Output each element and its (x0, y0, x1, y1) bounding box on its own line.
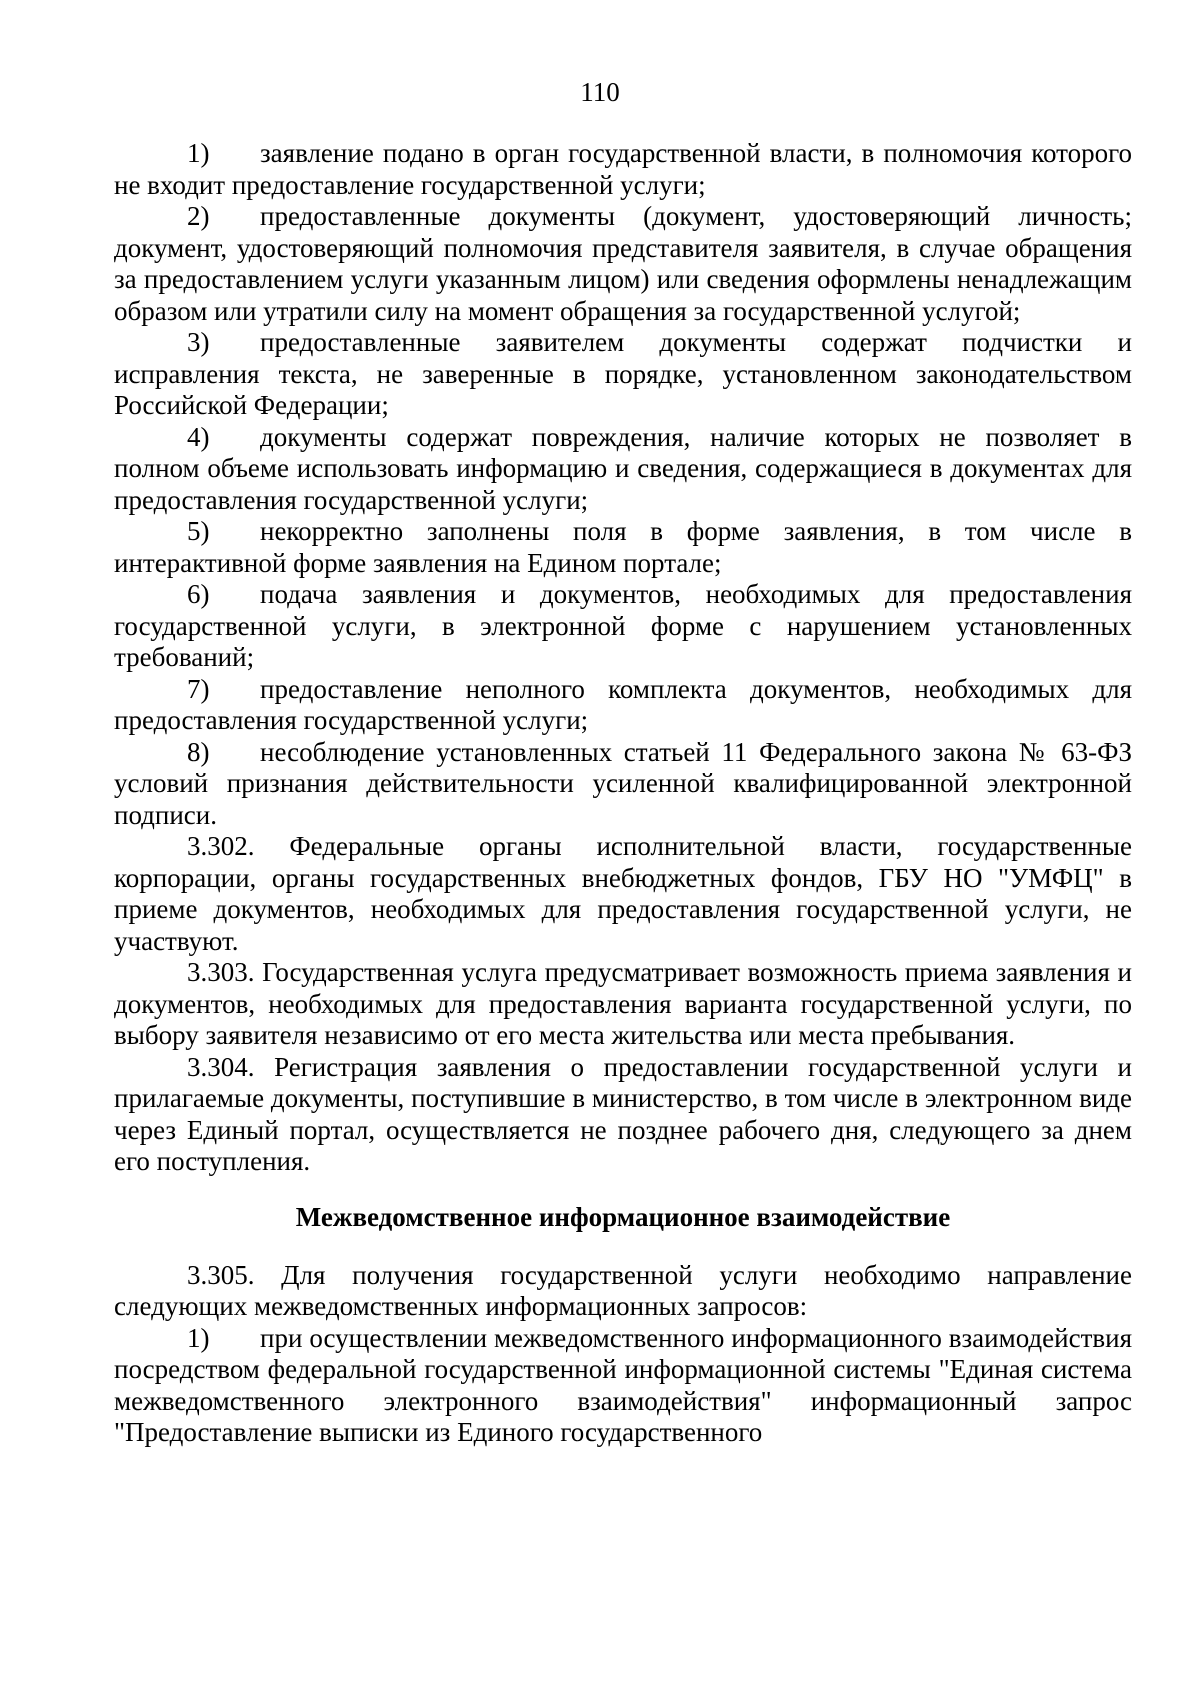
list-item-text: предоставление неполного комплекта документов, необходимых для предоставления государственной услуги; (114, 673, 1132, 735)
list-item-number: 4) (187, 421, 210, 452)
list-item-number: 5) (187, 516, 210, 546)
list-item-text: подача заявления и документов, необходимых для предоставления государственной услуги, в электронной форме с нарушением установленных требований; (114, 579, 1132, 672)
list-item (114, 201, 1132, 327)
clause-3-304: 3.304. Регистрация заявления о предоставлении государственной услуги и прилагаемые документы, поступившие в министерство, в том числе в электронном виде через Единый портал, осуществляется не позднее рабочего дня, следующего за днем его поступления. (114, 1051, 1132, 1176)
list-item-number: 2) (187, 201, 210, 231)
clause-3-302: 3.302. Федеральные органы исполнительной власти, государственные корпорации, органы государственных внебюджетных фондов, ГБУ НО "УМФЦ" в приеме документов, необходимых для предоставления государственной услуги, не участвуют. (114, 831, 1132, 956)
list-item (114, 516, 1132, 579)
list-item (114, 138, 1132, 201)
list-item (114, 579, 1132, 674)
list-item-text: некорректно заполнены поля в форме заявления, в том числе в интерактивной форме заявления на Едином портале; (114, 516, 1132, 578)
list-item-number: 8) (187, 736, 210, 767)
clause-3-303: 3.303. Государственная услуга предусматривает возможность приема заявления и документов, необходимых для предоставления варианта государственной услуги, по выбору заявителя независимо от его места жительства или места пребывания. (114, 957, 1132, 1050)
list-item-text: при осуществлении межведомственного информационного взаимодействия посредством федеральной государственной информационной системы "Единая система межведомственного электронного взаимодействия" информационный запрос "Предоставление выписки из Единого государственного (114, 1322, 1132, 1447)
list-item-text: предоставленные заявителем документы содержат подчистки и исправления текста, не заверенные в порядке, установленном законодательством Российской Федерации; (114, 327, 1132, 420)
list-item-number: 6) (187, 579, 210, 609)
page-number: 110 (580, 77, 620, 107)
document-body (114, 138, 1132, 1449)
section-heading: Межведомственное информационное взаимодействие (295, 1201, 951, 1232)
clause-3-305: 3.305. Для получения государственной услуги необходимо направление следующих межведомственных информационных запросов: (114, 1259, 1132, 1321)
list-item (114, 1323, 1132, 1449)
list-item-number: 1) (187, 1322, 210, 1353)
list-item-text: заявление подано в орган государственной власти, в полномочия которого не входит предоставление государственной услуги; (114, 138, 1132, 200)
list-item (114, 422, 1132, 517)
list-item-number: 1) (187, 138, 210, 168)
list-item-number: 7) (187, 673, 210, 704)
list-item (114, 327, 1132, 422)
list-item-text: предоставленные документы (документ, удостоверяющий личность; документ, удостоверяющий полномочия представителя заявителя, в случае обращения за предоставлением услуги указанным лицом) или сведения оформлены ненадлежащим образом или утратили силу на момент обращения за государственной услугой; (114, 201, 1132, 326)
list-item (114, 737, 1132, 832)
list-item-text: документы содержат повреждения, наличие которых не позволяет в полном объеме использовать информацию и сведения, содержащиеся в документах для предоставления государственной услуги; (114, 421, 1132, 515)
list-item (114, 674, 1132, 737)
list-item-number: 3) (187, 327, 210, 357)
list-item-text: несоблюдение установленных статьей 11 Федерального закона № 63-ФЗ условий признания действительности усиленной квалифицированной электронной подписи. (114, 736, 1132, 830)
